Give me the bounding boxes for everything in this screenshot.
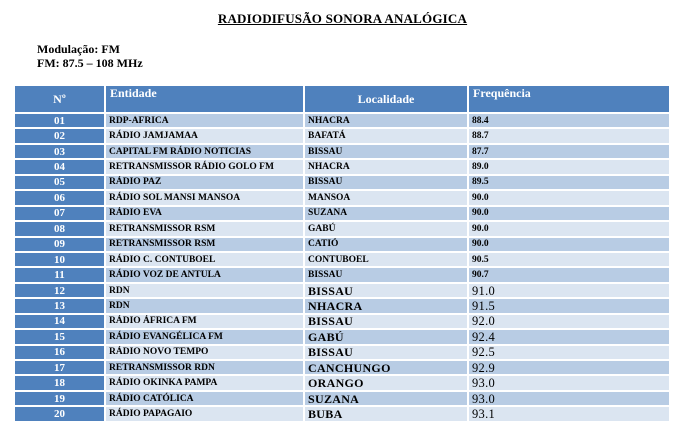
row-frequency: 88.7 [469,129,669,142]
row-location: BISSAU [305,284,467,297]
table-row [15,145,669,158]
row-entity: RÁDIO EVA [106,207,303,220]
row-location: SUZANA [305,207,467,220]
table-row [15,176,669,189]
row-number: 03 [15,145,104,158]
row-location: BAFATÁ [305,129,467,142]
modulation-label: Modulação: FM [37,42,120,56]
row-frequency: 91.0 [469,284,669,297]
row-number: 19 [15,392,104,405]
row-frequency: 93.1 [469,407,669,420]
row-entity: RÁDIO NOVO TEMPO [106,346,303,359]
table-row [15,268,669,281]
row-entity: RDN [106,299,303,312]
table-row [15,160,669,173]
row-frequency: 90.0 [469,207,669,220]
row-frequency: 93.0 [469,392,669,405]
table-row [15,114,669,127]
row-location: GABÚ [305,222,467,235]
row-entity: RÁDIO SOL MANSI MANSOA [106,191,303,204]
row-location: CATIÓ [305,238,467,251]
row-entity: RÁDIO JAMJAMAA [106,129,303,142]
row-location: GABÚ [305,330,467,343]
page-title: RADIODIFUSÃO SONORA ANALÓGICA [217,11,468,26]
row-location: SUZANA [305,392,467,405]
row-number: 05 [15,176,104,189]
row-number: 15 [15,330,104,343]
row-entity: RÁDIO C. CONTUBOEL [106,253,303,266]
band-label: FM: 87.5 – 108 MHz [37,56,143,70]
row-entity: RETRANSMISSOR RSM [106,222,303,235]
row-number: 13 [15,299,104,312]
row-entity: CAPITAL FM RÁDIO NOTICIAS [106,145,303,158]
row-frequency: 92.0 [469,315,669,328]
row-number: 16 [15,346,104,359]
header-frequency: Frequência [469,86,669,112]
row-location: BISSAU [305,268,467,281]
table-row [15,407,669,420]
row-number: 14 [15,315,104,328]
row-number: 18 [15,376,104,389]
row-location: BUBA [305,407,467,420]
row-frequency: 92.5 [469,346,669,359]
row-frequency: 90.7 [469,268,669,281]
table-row [15,361,669,374]
row-frequency: 93.0 [469,376,669,389]
table-row [15,315,669,328]
row-entity: RÁDIO VOZ DE ANTULA [106,268,303,281]
row-entity: RDP-AFRICA [106,114,303,127]
row-frequency: 89.5 [469,176,669,189]
row-frequency: 87.7 [469,145,669,158]
modulation-info [37,42,143,70]
row-number: 06 [15,191,104,204]
row-number: 02 [15,129,104,142]
stations-table [13,84,671,423]
row-number: 08 [15,222,104,235]
row-entity: RÁDIO ÁFRICA FM [106,315,303,328]
row-location: CONTUBOEL [305,253,467,266]
table-row [15,238,669,251]
row-frequency: 90.0 [469,238,669,251]
table-row [15,129,669,142]
row-entity: RDN [106,284,303,297]
row-entity: RETRANSMISSOR RÁDIO GOLO FM [106,160,303,173]
table-row [15,253,669,266]
row-location: NHACRA [305,160,467,173]
row-entity: RÁDIO CATÓLICA [106,392,303,405]
row-number: 07 [15,207,104,220]
table-row [15,376,669,389]
row-frequency: 88.4 [469,114,669,127]
row-location: NHACRA [305,114,467,127]
table-row [15,284,669,297]
table-row [15,346,669,359]
row-entity: RÁDIO EVANGÉLICA FM [106,330,303,343]
table-row [15,222,669,235]
row-entity: RÁDIO OKINKA PAMPA [106,376,303,389]
table-row [15,392,669,405]
row-number: 09 [15,238,104,251]
table-row [15,330,669,343]
table-header-row [15,86,669,112]
row-location: CANCHUNGO [305,361,467,374]
row-frequency: 89.0 [469,160,669,173]
row-number: 01 [15,114,104,127]
row-location: BISSAU [305,176,467,189]
row-location: BISSAU [305,145,467,158]
row-entity: RETRANSMISSOR RSM [106,238,303,251]
row-frequency: 90.5 [469,253,669,266]
row-frequency: 92.4 [469,330,669,343]
header-number: Nº [15,86,104,112]
row-frequency: 90.0 [469,222,669,235]
row-entity: RÁDIO PAZ [106,176,303,189]
header-entity: Entidade [106,86,303,112]
row-location: NHACRA [305,299,467,312]
table-row [15,299,669,312]
row-number: 11 [15,268,104,281]
row-number: 04 [15,160,104,173]
row-location: BISSAU [305,315,467,328]
row-location: ORANGO [305,376,467,389]
header-location: Localidade [305,86,467,112]
row-location: BISSAU [305,346,467,359]
row-location: MANSOA [305,191,467,204]
row-entity: RÁDIO PAPAGAIO [106,407,303,420]
row-frequency: 92.9 [469,361,669,374]
row-number: 12 [15,284,104,297]
row-number: 20 [15,407,104,420]
row-frequency: 90.0 [469,191,669,204]
row-number: 17 [15,361,104,374]
row-entity: RETRANSMISSOR RDN [106,361,303,374]
table-row [15,191,669,204]
row-number: 10 [15,253,104,266]
row-frequency: 91.5 [469,299,669,312]
table-row [15,207,669,220]
